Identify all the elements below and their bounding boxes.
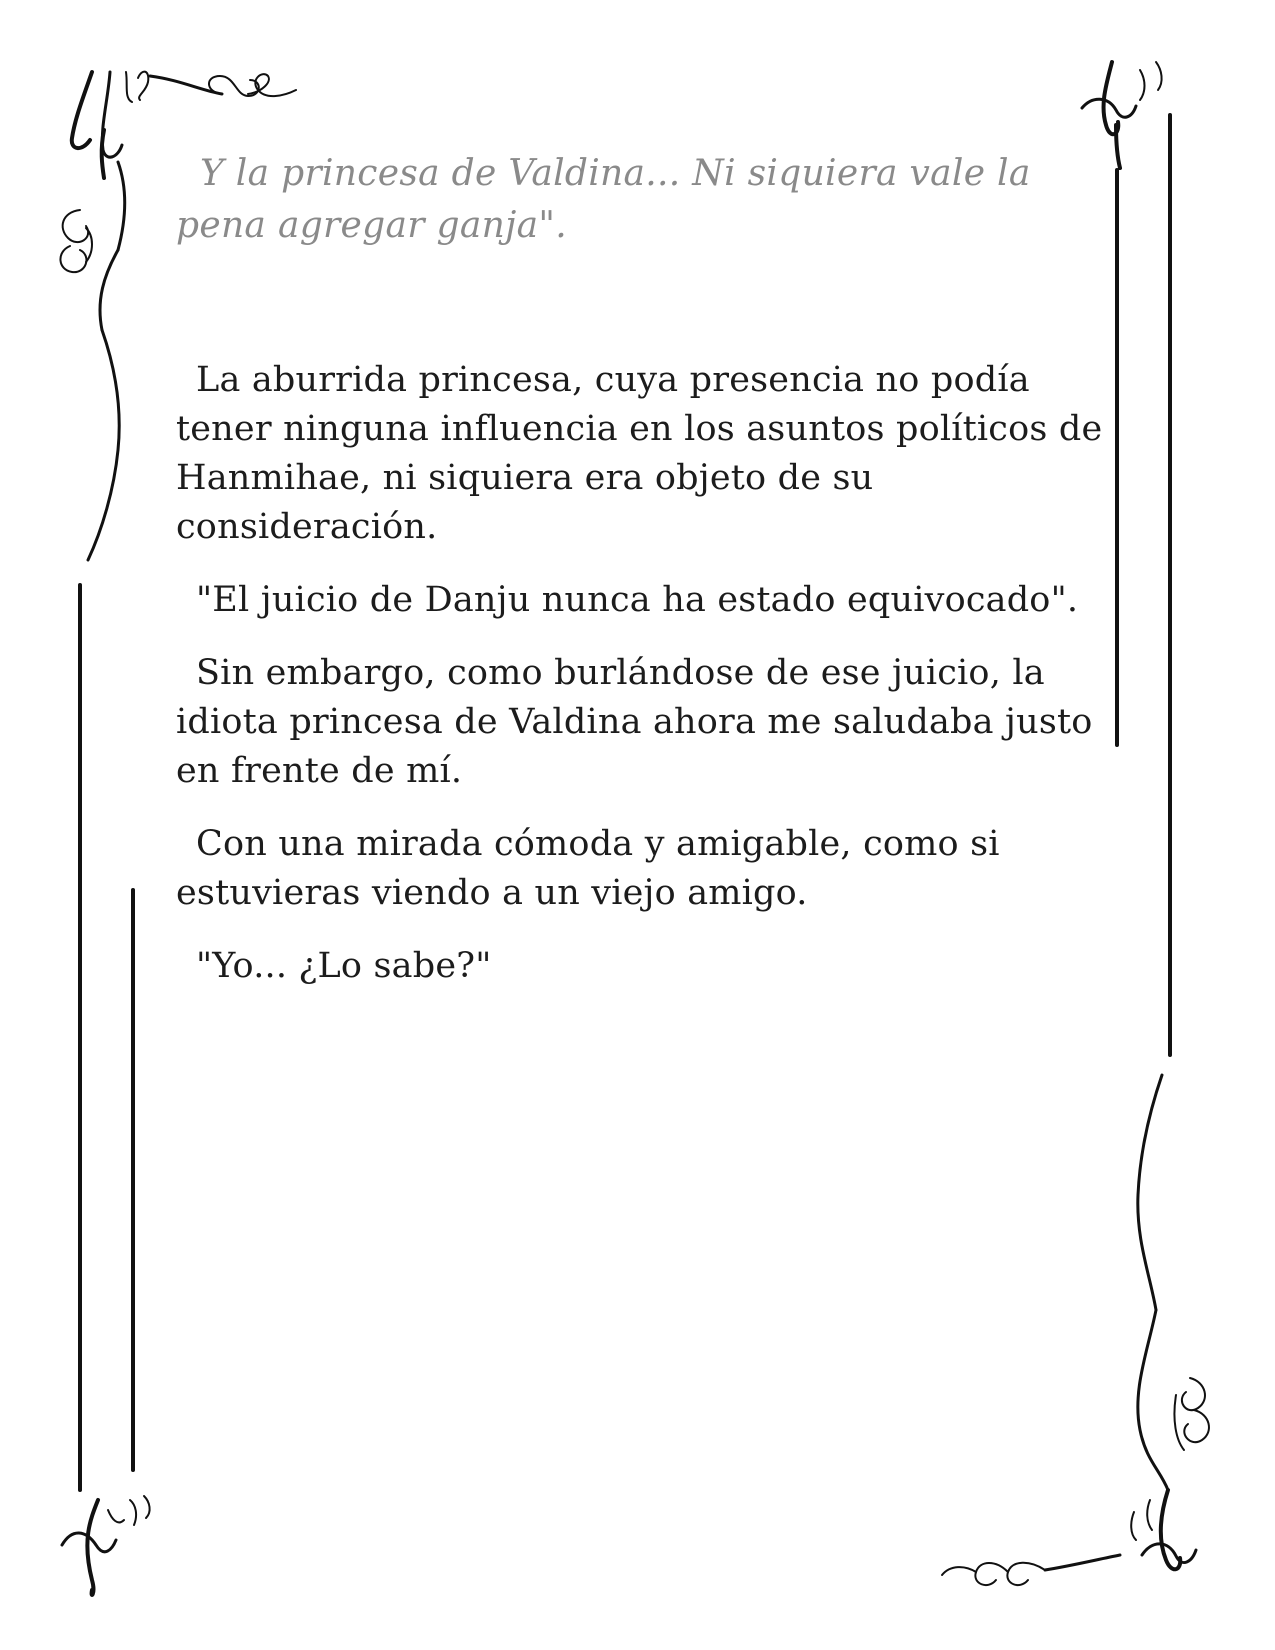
paragraph: Sin embargo, como burlándose de ese juicio, la idiota princesa de Valdina ahora me saludaba justo en frente de mí. bbox=[176, 653, 1093, 791]
paragraph: La aburrida princesa, cuya presencia no podía tener ninguna influencia en los asuntos políticos de Hanmihae, ni siquiera era objeto de su consideración. bbox=[176, 360, 1103, 547]
body-text bbox=[176, 356, 1106, 991]
paragraph: "El juicio de Danju nunca ha estado equivocado". bbox=[196, 580, 1079, 620]
paragraph: Con una mirada cómoda y amigable, como si estuvieras viendo a un viejo amigo. bbox=[176, 824, 1000, 913]
paragraph: "Yo... ¿Lo sabe?" bbox=[196, 946, 492, 986]
flourish-bottom-left bbox=[62, 1496, 150, 1595]
intro-quote: Y la princesa de Valdina... Ni siquiera vale la pena agregar ganja". bbox=[176, 153, 1031, 246]
flourish-bottom-right bbox=[942, 1075, 1209, 1585]
text-column bbox=[176, 148, 1106, 1015]
